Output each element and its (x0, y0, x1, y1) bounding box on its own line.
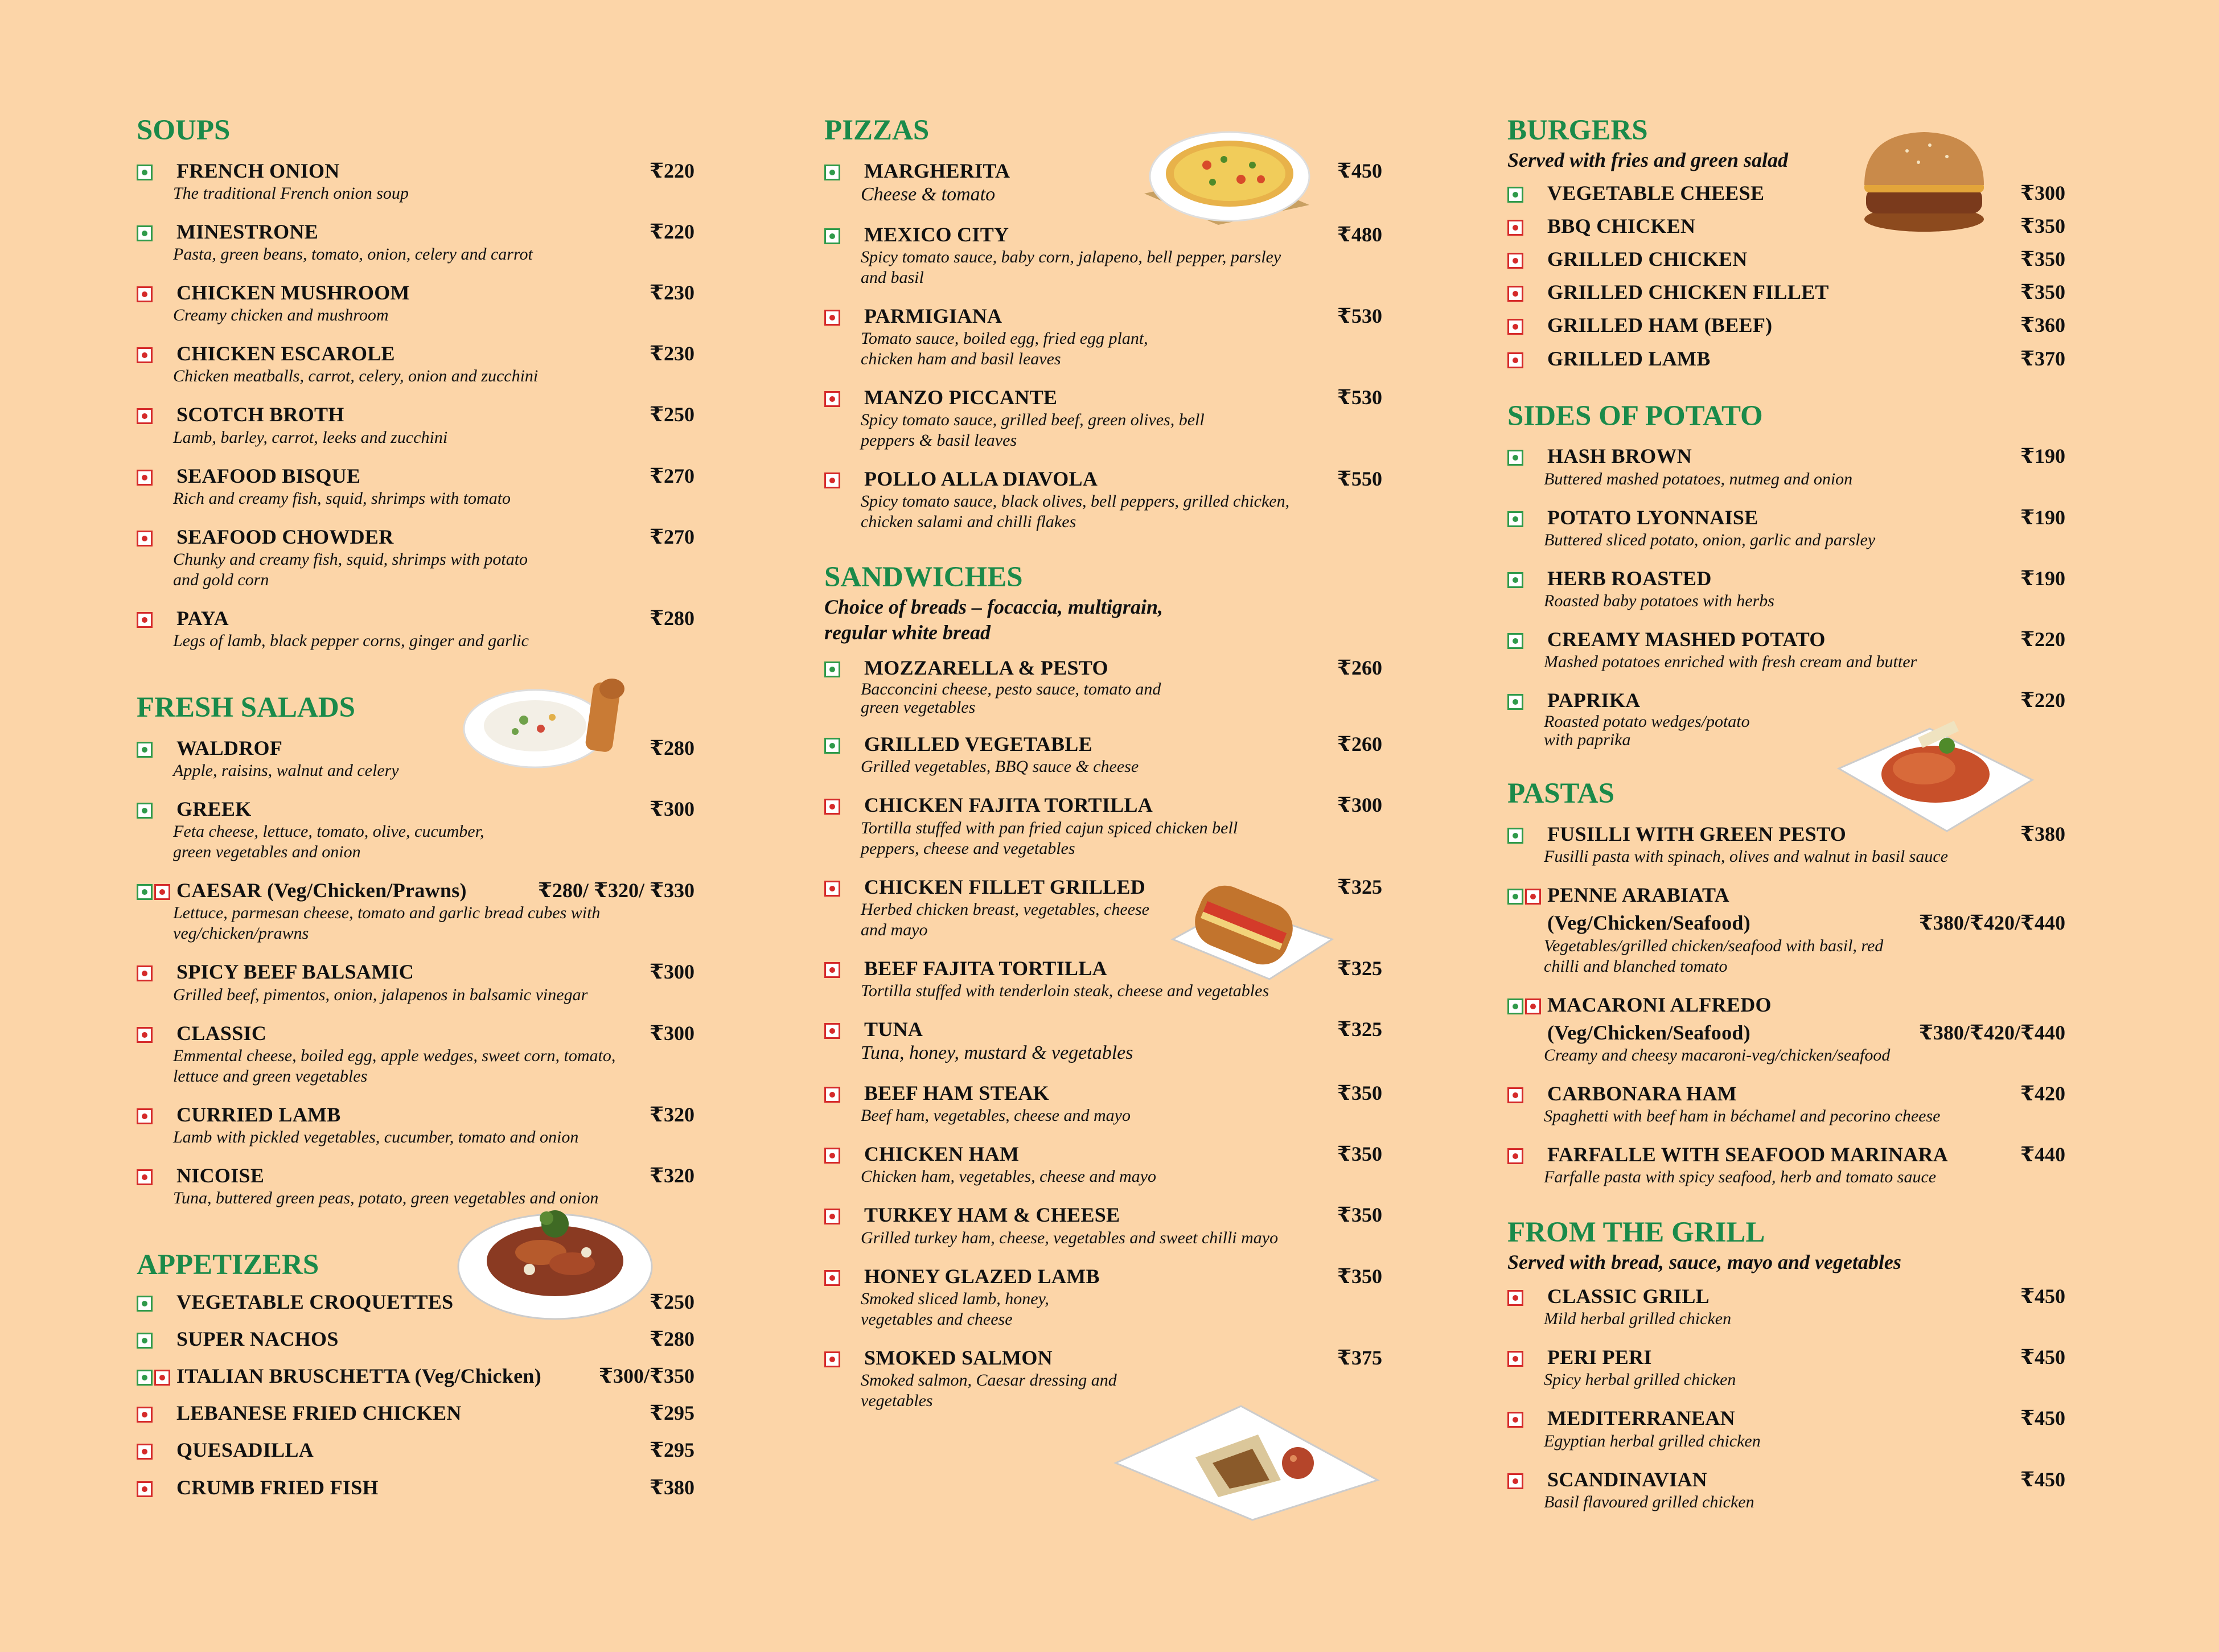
item-name: NICOISE (176, 1164, 265, 1187)
sandwich-image (1161, 871, 1338, 985)
item-price: ₹450 (2020, 1407, 2065, 1430)
item-name: TUNA (864, 1017, 923, 1041)
non-veg-icon (1507, 1351, 1523, 1367)
item-description: Basil flavoured grilled chicken (1544, 1492, 1754, 1511)
section-title-burgers: BURGERS (1507, 114, 1648, 146)
item-name: GRILLED LAMB (1547, 347, 1711, 370)
non-veg-icon (1507, 220, 1523, 236)
item-name: HASH BROWN (1547, 445, 1692, 468)
item-name: GRILLED VEGETABLE (864, 733, 1092, 756)
item-price: ₹450 (2020, 1346, 2065, 1369)
menu-item (137, 220, 695, 265)
veg-icon (824, 661, 840, 677)
item-price: ₹370 (2020, 347, 2065, 370)
item-price: ₹300 (2020, 181, 2065, 204)
soup-bowl-image (461, 660, 632, 774)
item-name: SMOKED SALMON (864, 1346, 1053, 1369)
item-description: Beef ham, vegetables, cheese and mayo (861, 1106, 1131, 1125)
non-veg-icon (137, 531, 153, 546)
item-name: BEEF HAM STEAK (864, 1081, 1049, 1104)
item-name: SEAFOOD CHOWDER (176, 525, 394, 548)
item-price: ₹380/₹420/₹440 (1918, 911, 2065, 935)
menu-item (137, 525, 695, 590)
non-veg-icon (154, 884, 170, 900)
item-price: ₹350 (2020, 281, 2065, 304)
item-description: Feta cheese, lettuce, tomato, olive, cucumber, green vegetables and onion (173, 822, 484, 862)
non-veg-icon (137, 408, 153, 424)
item-description: Spaghetti with beef ham in béchamel and pecorino cheese (1544, 1107, 1941, 1126)
item-description: Smoked sliced lamb, honey, vegetables and cheese (861, 1289, 1049, 1329)
menu-item (137, 1476, 695, 1500)
item-description: Tomato sauce, boiled egg, fried egg plant, chicken ham and basil leaves (861, 329, 1148, 368)
item-description: Creamy and cheesy macaroni-veg/chicken/seafood (1544, 1045, 1891, 1065)
veg-icon (1507, 694, 1523, 710)
item-name: MOZZARELLA & PESTO (864, 656, 1108, 680)
non-veg-icon (824, 962, 840, 978)
menu-item (1507, 1143, 2065, 1187)
item-name: SUPER NACHOS (176, 1327, 339, 1350)
item-description: Grilled vegetables, BBQ sauce & cheese (861, 757, 1139, 776)
non-veg-icon (824, 1270, 840, 1286)
item-price: ₹325 (1337, 875, 1382, 898)
item-name: MARGHERITA (864, 159, 1010, 182)
menu-item (1507, 280, 2065, 305)
item-name: HONEY GLAZED LAMB (864, 1264, 1100, 1288)
item-name: HERB ROASTED (1547, 566, 1712, 590)
item-description: Tuna, honey, mustard & vegetables (861, 1042, 1133, 1064)
item-price: ₹230 (649, 342, 695, 365)
menu-item (1507, 993, 2065, 1066)
item-price: ₹300 (1337, 794, 1382, 817)
menu-item (137, 464, 695, 509)
menu-item (1507, 883, 2065, 976)
veg-icon (137, 1296, 153, 1312)
item-description: Smoked salmon, Caesar dressing and vegetables (861, 1370, 1117, 1410)
item-name: FARFALLE WITH SEAFOOD MARINARA (1547, 1143, 1949, 1166)
item-name: PERI PERI (1547, 1346, 1652, 1369)
menu-item (824, 1142, 1382, 1187)
item-price: ₹295 (649, 1439, 695, 1462)
non-veg-icon (137, 286, 153, 302)
item-name: CHICKEN HAM (864, 1143, 1020, 1166)
item-name: GRILLED HAM (BEEF) (1547, 314, 1773, 337)
veg-icon (1507, 511, 1523, 527)
menu-item (1507, 1082, 2065, 1127)
veg-icon (824, 738, 840, 754)
item-price: ₹530 (1337, 304, 1382, 327)
veg-icon (137, 1370, 153, 1386)
item-price: ₹220 (2020, 689, 2065, 712)
veg-icon (1507, 572, 1523, 588)
item-name: MANZO PICCANTE (864, 386, 1058, 409)
item-price: ₹250 (649, 403, 695, 426)
menu-item (1507, 566, 2065, 611)
non-veg-icon (137, 1108, 153, 1124)
veg-icon (1507, 633, 1523, 649)
item-description: Buttered mashed potatoes, nutmeg and onion (1544, 469, 1853, 488)
item-price: ₹325 (1337, 1017, 1382, 1041)
section-title-from-the-grill: FROM THE GRILL (1507, 1217, 1765, 1249)
non-veg-icon (137, 347, 153, 363)
menu-column-2 (824, 114, 1382, 1411)
item-name: CRUMB FRIED FISH (176, 1476, 379, 1499)
item-price: ₹320 (649, 1103, 695, 1126)
item-description: Lamb with pickled vegetables, cucumber, tomato and onion (173, 1127, 579, 1146)
item-name: SCANDINAVIAN (1547, 1468, 1707, 1491)
non-veg-icon (137, 1407, 153, 1423)
item-name: GREEK (176, 797, 252, 820)
non-veg-icon (1507, 253, 1523, 269)
item-name: CHICKEN ESCAROLE (176, 342, 395, 365)
non-veg-icon (1507, 1087, 1523, 1103)
menu-item (137, 797, 695, 862)
item-description: Chicken meatballs, carrot, celery, onion and zucchini (173, 367, 539, 386)
item-price: ₹220 (649, 220, 695, 243)
item-price: ₹250 (649, 1290, 695, 1313)
item-price: ₹260 (1337, 656, 1382, 680)
item-name: LEBANESE FRIED CHICKEN (176, 1402, 462, 1425)
section-title-sandwiches: SANDWICHES (824, 561, 1023, 594)
veg-icon (824, 165, 840, 180)
section-subtitle-burgers: Served with fries and green salad (1507, 148, 1789, 171)
menu-item (1507, 627, 2065, 672)
menu-item (824, 1081, 1382, 1126)
veg-icon (137, 803, 153, 819)
item-price: ₹295 (649, 1402, 695, 1425)
non-veg-icon (824, 472, 840, 488)
non-veg-icon (1507, 286, 1523, 302)
non-veg-icon (824, 881, 840, 897)
menu-item (824, 1203, 1382, 1248)
menu-item (137, 1103, 695, 1148)
menu-item (1507, 247, 2065, 272)
item-price: ₹320 (649, 1164, 695, 1187)
item-name: CLASSIC GRILL (1547, 1284, 1710, 1308)
menu-item (1507, 444, 2065, 489)
menu-item (137, 159, 695, 204)
item-description: Spicy herbal grilled chicken (1544, 1370, 1736, 1390)
item-description: Apple, raisins, walnut and celery (173, 761, 399, 780)
menu-item (824, 467, 1382, 532)
non-veg-icon (1525, 998, 1541, 1014)
item-price: ₹550 (1337, 467, 1382, 491)
non-veg-icon (824, 1023, 840, 1039)
item-price: ₹450 (2020, 1468, 2065, 1491)
item-description: Pasta, green beans, tomato, onion, celery and carrot (173, 245, 533, 264)
menu-item (137, 281, 695, 326)
menu-item (137, 1021, 695, 1087)
item-description: Mashed potatoes enriched with fresh cream and butter (1544, 652, 1917, 672)
item-name: SPICY BEEF BALSAMIC (176, 960, 414, 984)
item-name: CHICKEN FILLET GRILLED (864, 875, 1146, 898)
item-price: ₹230 (649, 281, 695, 305)
veg-icon (137, 884, 153, 900)
item-name: SCOTCH BROTH (176, 403, 344, 426)
item-price: ₹440 (2020, 1143, 2065, 1166)
non-veg-icon (1507, 1473, 1523, 1489)
item-name: QUESADILLA (176, 1439, 314, 1462)
section-title-appetizers: APPETIZERS (137, 1249, 319, 1281)
item-description: Herbed chicken breast, vegetables, cheese and mayo (861, 899, 1149, 939)
item-price: ₹300 (649, 797, 695, 820)
item-price: ₹480 (1337, 223, 1382, 246)
item-name: GRILLED CHICKEN FILLET (1547, 281, 1829, 304)
item-description: Roasted baby potatoes with herbs (1544, 591, 1774, 610)
non-veg-icon (1507, 1412, 1523, 1428)
item-description: Lamb, barley, carrot, leeks and zucchini (173, 428, 448, 447)
menu-item (137, 1364, 695, 1388)
menu-item (1507, 1406, 2065, 1451)
item-price: ₹190 (2020, 566, 2065, 590)
item-name: CAESAR (Veg/Chicken/Prawns) (176, 879, 467, 902)
item-variant: (Veg/Chicken/Seafood) (1547, 1021, 1750, 1044)
menu-item (1507, 506, 2065, 550)
item-name: ITALIAN BRUSCHETTA (Veg/Chicken) (176, 1365, 542, 1388)
item-name: CARBONARA HAM (1547, 1082, 1737, 1105)
item-name: CHICKEN FAJITA TORTILLA (864, 794, 1153, 817)
item-price: ₹360 (2020, 314, 2065, 337)
section-subtitle-grill: Served with bread, sauce, mayo and vegetables (1507, 1250, 1901, 1273)
menu-item (1507, 1284, 2065, 1329)
item-name: MACARONI ALFREDO (1547, 993, 1772, 1016)
item-name: TURKEY HAM & CHEESE (864, 1203, 1120, 1227)
item-description: Tortilla stuffed with pan fried cajun spiced chicken bell peppers, cheese and vegetables (861, 818, 1238, 858)
item-name: SEAFOOD BISQUE (176, 464, 361, 487)
item-description: Spicy tomato sauce, black olives, bell peppers, grilled chicken, chicken salami and chilli flakes (861, 492, 1290, 532)
item-price: ₹450 (2020, 1284, 2065, 1308)
item-price: ₹190 (2020, 506, 2065, 529)
pizza-image (1139, 125, 1315, 233)
non-veg-icon (1507, 319, 1523, 335)
menu-item (137, 1438, 695, 1462)
veg-icon (137, 225, 153, 241)
item-price: ₹325 (1337, 956, 1382, 980)
item-name: CLASSIC (176, 1021, 267, 1045)
non-veg-icon (1507, 1148, 1523, 1164)
pasta-image (1833, 706, 2038, 837)
veg-icon (1507, 187, 1523, 203)
item-price: ₹280 (649, 736, 695, 759)
section-title-pizzas: PIZZAS (824, 114, 930, 146)
menu-item (1507, 313, 2065, 338)
item-name: BBQ CHICKEN (1547, 214, 1696, 237)
item-name: FUSILLI WITH GREEN PESTO (1547, 822, 1847, 845)
veg-icon (137, 742, 153, 758)
salad-plate-image (455, 1195, 655, 1321)
item-price: ₹420 (2020, 1082, 2065, 1105)
menu-item (137, 1327, 695, 1351)
menu-item (137, 1401, 695, 1425)
menu-item (1507, 1468, 2065, 1513)
item-description: Buttered sliced potato, onion, garlic and parsley (1544, 530, 1876, 549)
item-price: ₹350 (1337, 1264, 1382, 1288)
item-description: Farfalle pasta with spicy seafood, herb and tomato sauce (1544, 1168, 1937, 1187)
item-name: PARMIGIANA (864, 304, 1002, 327)
item-description: Roasted potato wedges/potato with paprika (1544, 712, 1750, 749)
item-name: MINESTRONE (176, 220, 319, 243)
non-veg-icon (824, 1148, 840, 1164)
item-description: Egyptian herbal grilled chicken (1544, 1431, 1761, 1450)
menu-item (137, 342, 695, 387)
item-price: ₹350 (2020, 248, 2065, 271)
item-price: ₹350 (1337, 1203, 1382, 1227)
item-variant: (Veg/Chicken/Seafood) (1547, 911, 1750, 935)
section-subtitle-sandwiches: Choice of breads – focaccia, multigrain, regular white bread (824, 595, 1163, 644)
item-price: ₹300/₹350 (598, 1365, 695, 1388)
item-price: ₹380 (649, 1476, 695, 1499)
menu-item (1507, 347, 2065, 371)
item-price: ₹380/₹420/₹440 (1918, 1021, 2065, 1044)
item-description: Spicy tomato sauce, baby corn, jalapeno, bell pepper, parsley and basil (861, 247, 1281, 287)
non-veg-icon (1507, 1290, 1523, 1306)
non-veg-icon (1507, 352, 1523, 368)
item-price: ₹375 (1337, 1346, 1382, 1369)
burger-image (1856, 125, 1992, 239)
item-name: CURRIED LAMB (176, 1103, 341, 1126)
non-veg-icon (137, 1481, 153, 1497)
veg-icon (1507, 889, 1523, 905)
menu-item (1507, 1345, 2065, 1390)
item-name: MEDITERRANEAN (1547, 1407, 1735, 1430)
veg-icon (137, 165, 153, 180)
wrap-plate-image (1110, 1400, 1383, 1526)
item-price: ₹530 (1337, 386, 1382, 409)
item-name: POLLO ALLA DIAVOLA (864, 467, 1098, 491)
item-description: Grilled turkey ham, cheese, vegetables and sweet chilli mayo (861, 1228, 1279, 1247)
item-price: ₹270 (649, 525, 695, 548)
item-price: ₹280 (649, 606, 695, 630)
section-title-pastas: PASTAS (1507, 778, 1614, 810)
veg-icon (1507, 450, 1523, 466)
item-name: PAPRIKA (1547, 689, 1641, 712)
item-name: POTATO LYONNAISE (1547, 506, 1758, 529)
item-name: VEGETABLE CHEESE (1547, 181, 1765, 204)
item-price: ₹300 (649, 1021, 695, 1045)
item-name: GRILLED CHICKEN (1547, 248, 1748, 271)
item-name: PAYA (176, 606, 229, 630)
menu-item (824, 304, 1382, 369)
item-name: MEXICO CITY (864, 223, 1009, 246)
item-description: Cheese & tomato (861, 183, 996, 205)
non-veg-icon (824, 1087, 840, 1103)
item-price: ₹260 (1337, 733, 1382, 756)
non-veg-icon (137, 612, 153, 628)
menu-item (824, 793, 1382, 858)
non-veg-icon (154, 1370, 170, 1386)
menu-item (137, 960, 695, 1005)
menu-item (137, 878, 695, 944)
item-description: Bacconcini cheese, pesto sauce, tomato and green vegetables (861, 680, 1161, 717)
item-name: CHICKEN MUSHROOM (176, 281, 410, 305)
item-description: Mild herbal grilled chicken (1544, 1309, 1732, 1329)
item-price: ₹270 (649, 464, 695, 487)
section-title-sides-of-potato: SIDES OF POTATO (1507, 400, 1763, 432)
menu-item (824, 385, 1382, 451)
veg-icon (824, 228, 840, 244)
menu-item (824, 1264, 1382, 1330)
non-veg-icon (824, 1351, 840, 1367)
item-name: VEGETABLE CROQUETTES (176, 1290, 454, 1313)
item-description: Lettuce, parmesan cheese, tomato and garlic bread cubes with veg/chicken/prawns (173, 903, 601, 943)
item-description: Vegetables/grilled chicken/seafood with basil, red chilli and blanched tomato (1544, 936, 1884, 976)
item-price: ₹190 (2020, 445, 2065, 468)
menu-item (137, 402, 695, 447)
item-price: ₹350 (1337, 1143, 1382, 1166)
non-veg-icon (824, 391, 840, 407)
non-veg-icon (824, 310, 840, 326)
section-title-soups: SOUPS (137, 114, 231, 146)
item-description: Chicken ham, vegetables, cheese and mayo (861, 1167, 1156, 1186)
item-name: CREAMY MASHED POTATO (1547, 627, 1826, 651)
menu-item (137, 606, 695, 651)
item-price: ₹350 (1337, 1081, 1382, 1104)
item-price: ₹350 (2020, 214, 2065, 237)
item-description: Tortilla stuffed with tenderloin steak, cheese and vegetables (861, 981, 1269, 1000)
item-price: ₹280/ ₹320/ ₹330 (537, 879, 695, 902)
non-veg-icon (137, 1169, 153, 1185)
item-price: ₹220 (2020, 627, 2065, 651)
item-description: Fusilli pasta with spinach, olives and walnut in basil sauce (1544, 847, 1948, 866)
menu-item (824, 732, 1382, 777)
menu-item (824, 656, 1382, 716)
section-title-fresh-salads: FRESH SALADS (137, 692, 356, 724)
non-veg-icon (137, 965, 153, 981)
item-name: WALDROF (176, 736, 283, 759)
item-description: Grilled beef, pimentos, onion, jalapenos in balsamic vinegar (173, 985, 588, 1004)
item-name: BEEF FAJITA TORTILLA (864, 956, 1107, 980)
non-veg-icon (137, 1027, 153, 1043)
item-price: ₹380 (2020, 822, 2065, 845)
item-description: Tuna, buttered green peas, potato, green vegetables and onion (173, 1189, 599, 1208)
item-price: ₹220 (649, 159, 695, 182)
non-veg-icon (824, 1209, 840, 1224)
item-description: Chunky and creamy fish, squid, shrimps with potato and gold corn (173, 549, 528, 589)
item-description: Emmental cheese, boiled egg, apple wedges, sweet corn, tomato, lettuce and green vegetables (173, 1046, 616, 1086)
item-description: Legs of lamb, black pepper corns, ginger and garlic (173, 631, 529, 651)
veg-icon (1507, 828, 1523, 844)
veg-icon (1507, 998, 1523, 1014)
item-name: FRENCH ONION (176, 159, 340, 182)
item-name: PENNE ARABIATA (1547, 883, 1729, 907)
item-price: ₹280 (649, 1327, 695, 1350)
non-veg-icon (137, 1444, 153, 1460)
item-description: Rich and creamy fish, squid, shrimps with tomato (173, 488, 511, 508)
non-veg-icon (824, 799, 840, 815)
non-veg-icon (137, 470, 153, 486)
item-price: ₹300 (649, 960, 695, 984)
menu-item (824, 1017, 1382, 1065)
item-description: Spicy tomato sauce, grilled beef, green olives, bell peppers & basil leaves (861, 410, 1205, 450)
non-veg-icon (1525, 889, 1541, 905)
item-description: Creamy chicken and mushroom (173, 306, 389, 325)
item-price: ₹450 (1337, 159, 1382, 182)
item-description: The traditional French onion soup (173, 183, 409, 203)
veg-icon (137, 1333, 153, 1349)
